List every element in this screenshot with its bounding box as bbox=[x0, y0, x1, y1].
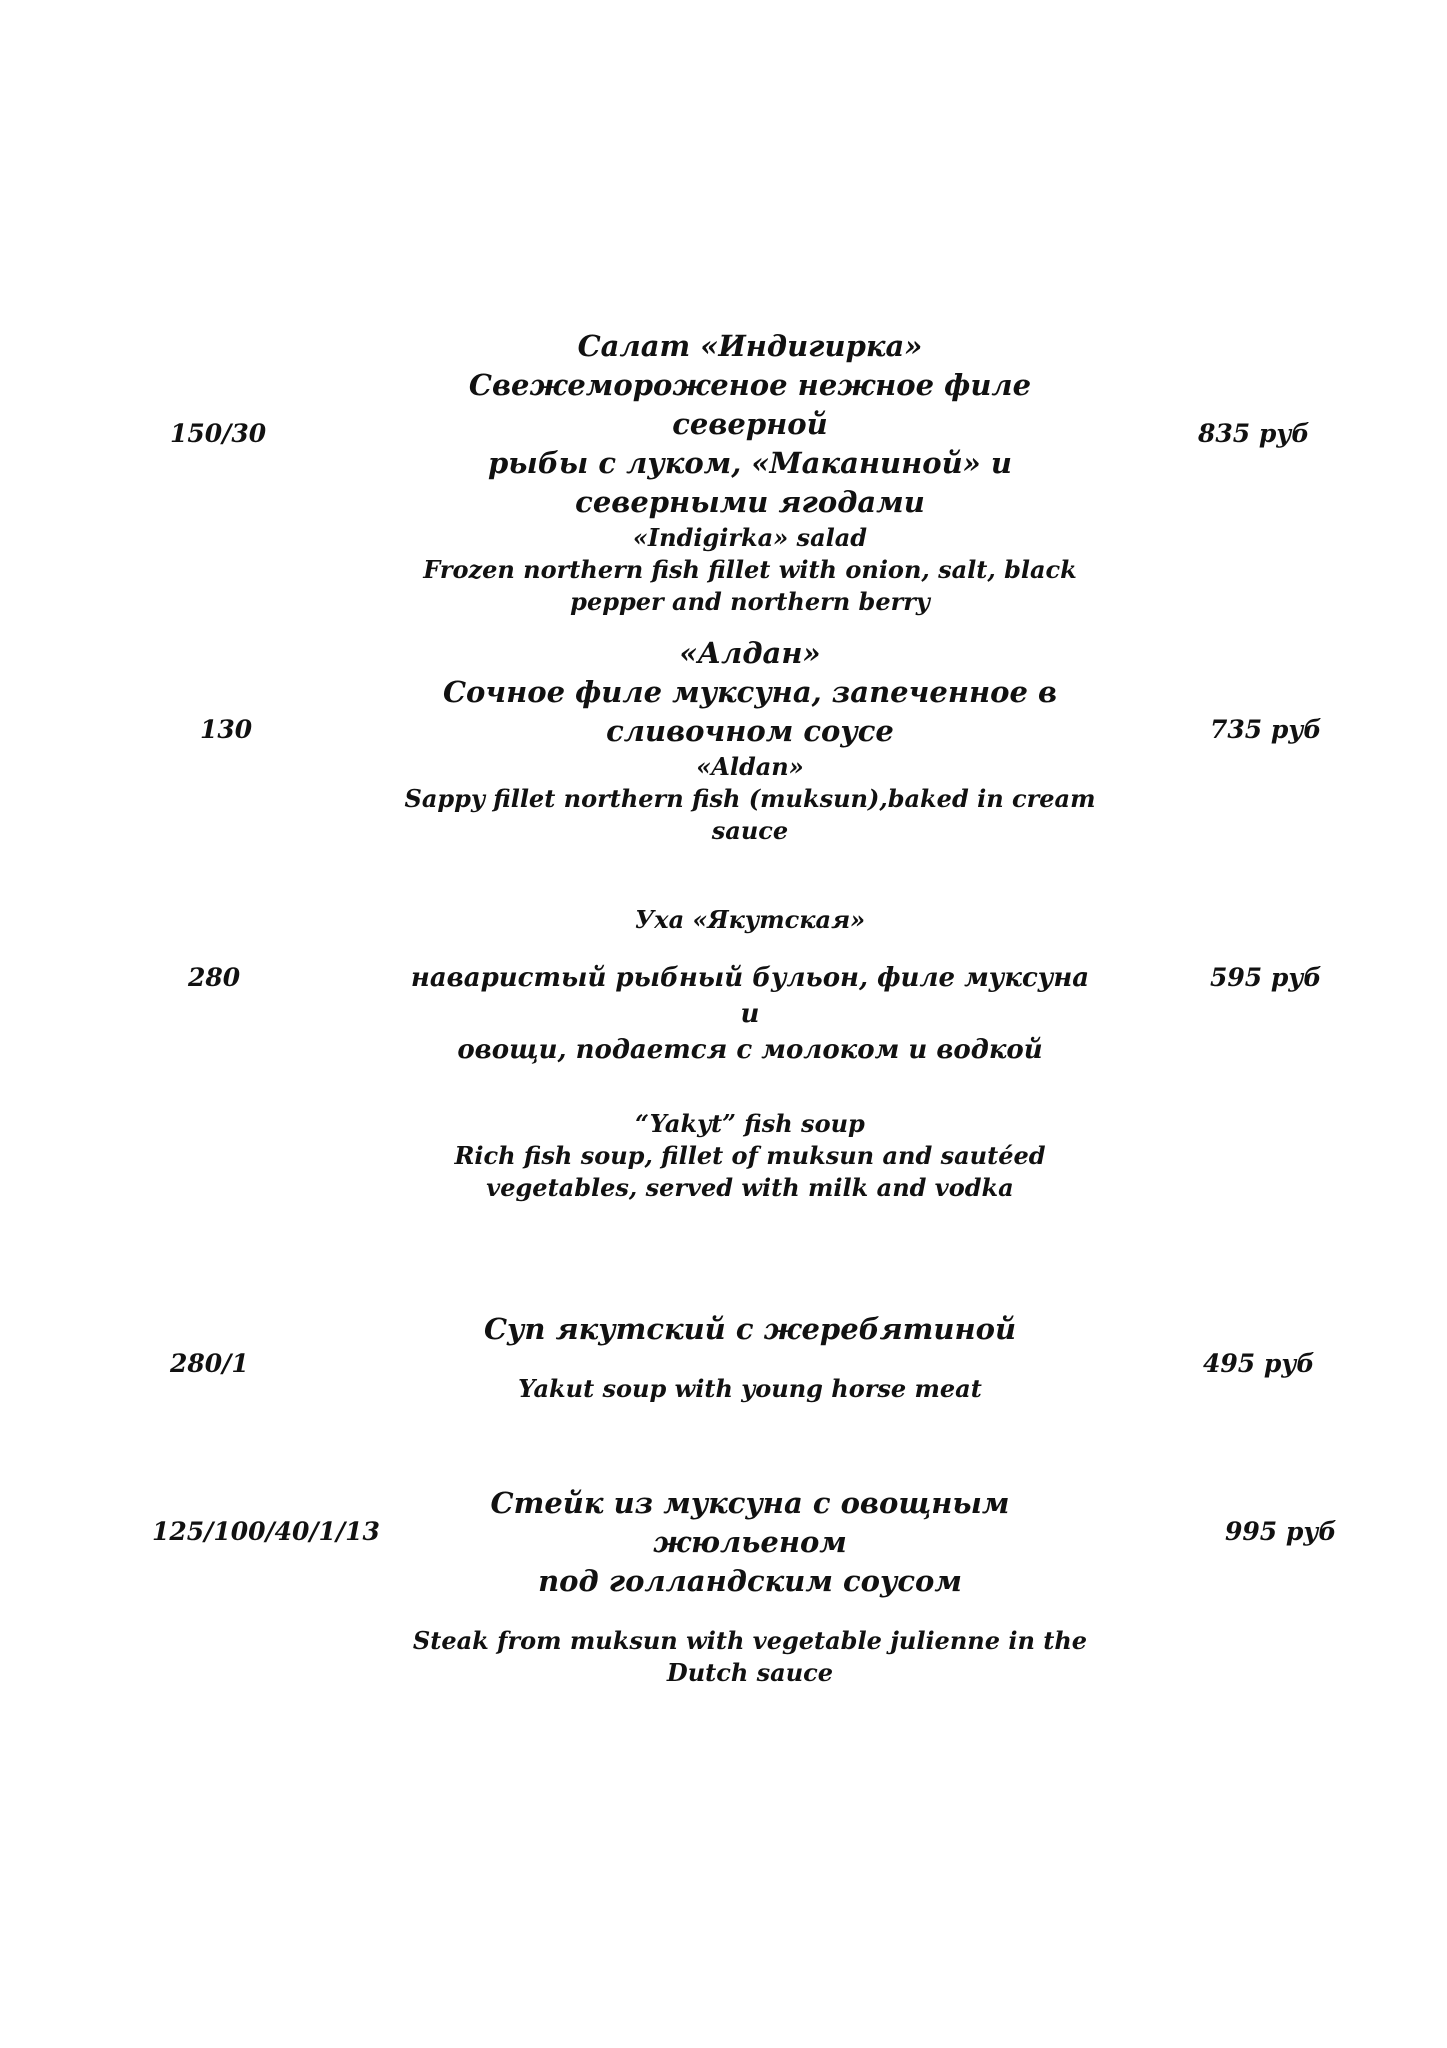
item-price: 995 руб bbox=[1225, 1517, 1337, 1546]
item-title-ru: Салат «Индигирка» bbox=[577, 329, 923, 363]
item-description bbox=[400, 1310, 1100, 1405]
item-title-ru: Уха «Якутская» bbox=[634, 905, 866, 934]
item-price: 735 руб bbox=[1210, 715, 1322, 744]
item-desc-ru-line: Сочное филе муксуна, запеченное в bbox=[442, 675, 1058, 709]
item-desc-ru-line: рыбы с луком, «Маканиной» и bbox=[488, 446, 1012, 480]
item-desc-ru-line: сливочном соусе bbox=[606, 714, 894, 748]
item-desc-en-line: Steak from muksun with vegetable julienne in the bbox=[412, 1626, 1088, 1655]
item-title-ru: «Алдан» bbox=[679, 636, 821, 670]
item-description bbox=[400, 1484, 1100, 1689]
item-description bbox=[400, 904, 1100, 1204]
item-price: 835 руб bbox=[1198, 419, 1310, 448]
item-title-en: Yakut soup with young horse meat bbox=[518, 1374, 982, 1403]
item-desc-ru-line: овощи, подается с молоком и водкой bbox=[457, 1035, 1043, 1065]
item-desc-ru-line: северными ягодами bbox=[575, 485, 925, 519]
item-desc-ru-line: наваристый рыбный бульон, филе муксуна и bbox=[410, 963, 1090, 1029]
item-desc-en-line: Sappy fillet northern fish (muksun),baked in cream bbox=[404, 784, 1096, 813]
item-weight: 280 bbox=[188, 963, 241, 992]
item-weight: 130 bbox=[200, 715, 253, 744]
item-weight: 280/1 bbox=[170, 1349, 249, 1378]
item-desc-en-line: Frozen northern fish fillet with onion, salt, black bbox=[423, 555, 1077, 584]
item-description bbox=[400, 327, 1100, 618]
item-title-en: «Indigirka» salad bbox=[632, 523, 868, 552]
item-description bbox=[400, 634, 1100, 847]
item-desc-ru-line: Стейк из муксуна с овощным жюльеном bbox=[490, 1486, 1010, 1559]
item-desc-ru-line: Свежемороженое нежное филе северной bbox=[468, 368, 1032, 441]
item-desc-en-line: pepper and northern berry bbox=[570, 587, 930, 616]
item-desc-en-line: Dutch sauce bbox=[666, 1658, 834, 1687]
item-weight: 150/30 bbox=[170, 419, 267, 448]
item-desc-en-line: Rich fish soup, fillet of muksun and sautéed bbox=[454, 1141, 1046, 1170]
item-desc-en-line: sauce bbox=[711, 816, 789, 845]
item-price: 595 руб bbox=[1210, 963, 1322, 992]
item-title-ru: Суп якутский с жеребятиной bbox=[483, 1312, 1017, 1346]
item-price: 495 руб bbox=[1203, 1349, 1315, 1378]
item-title-en: “Yakyt” fish soup bbox=[635, 1109, 865, 1138]
item-desc-en-line: vegetables, served with milk and vodka bbox=[486, 1173, 1014, 1202]
item-weight: 125/100/40/1/13 bbox=[152, 1517, 380, 1546]
item-desc-ru-line: под голландским соусом bbox=[538, 1564, 962, 1598]
item-title-en: «Aldan» bbox=[696, 752, 804, 781]
